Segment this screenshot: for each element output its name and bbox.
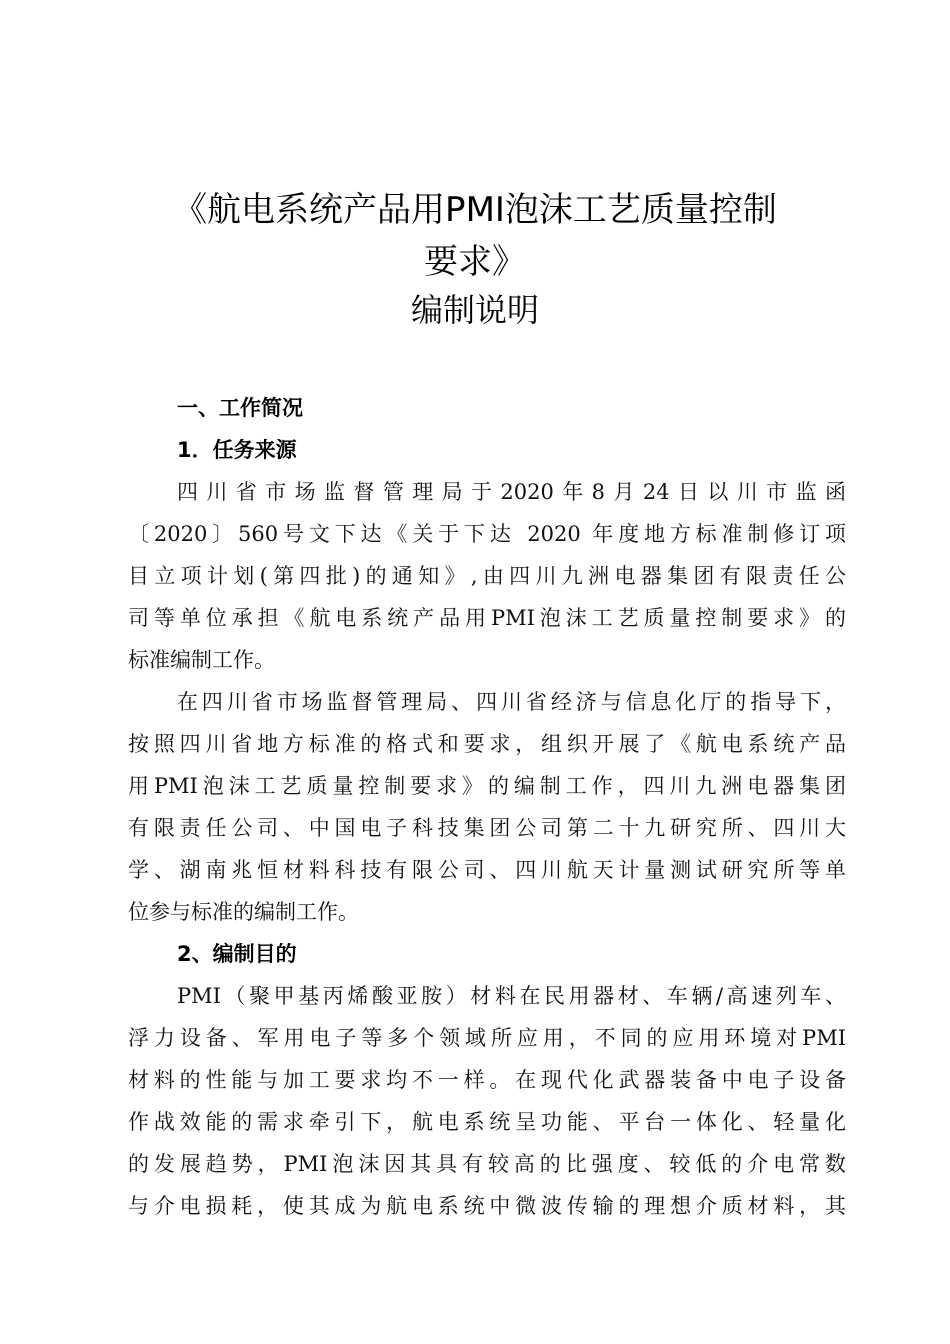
paragraph-line: 位参与标准的编制工作。 [128,900,359,924]
document-title-line-2: 要求》 [424,242,526,282]
paragraph-line: 作战效能的需求牵引下，航电系统呈功能、平台一体化、轻量化 [128,1110,846,1134]
paragraph-line: 用PMI泡沫工艺质量控制要求》的编制工作，四川九洲电器集团 [128,774,846,798]
paragraph-line: 司等单位承担《航电系统产品用PMI泡沫工艺质量控制要求》的 [128,606,846,630]
paragraph-line: 目立项计划(第四批)的通知》,由四川九洲电器集团有限责任公 [128,564,846,588]
paragraph-line: 材料的性能与加工要求均不一样。在现代化武器装备中电子设备 [128,1068,846,1092]
document-title-line-1: 《航电系统产品用PMI泡沫工艺质量控制 [173,190,777,230]
paragraph-line: 与介电损耗，使其成为航电系统中微波传输的理想介质材料，其 [128,1194,846,1218]
section-heading-work-overview: 一、工作简况 [177,396,303,420]
paragraph-line: PMI（聚甲基丙烯酸亚胺）材料在民用器材、车辆/高速列车、 [177,984,846,1008]
paragraph-line: 有限责任公司、中国电子科技集团公司第二十九研究所、四川大 [128,816,846,840]
paragraph-line: 标准编制工作。 [128,648,275,672]
paragraph-line: 在四川省市场监督管理局、四川省经济与信息化厅的指导下， [177,690,846,714]
paragraph-line: 学、湖南兆恒材料科技有限公司、四川航天计量测试研究所等单 [128,858,846,882]
subsection-heading-purpose: 2、编制目的 [177,942,297,966]
subsection-heading-task-source: 1．任务来源 [177,438,297,462]
paragraph-line: 〔2020〕560号文下达《关于下达 2020 年度地方标准制修订项 [128,522,846,546]
paragraph-line: 按照四川省地方标准的格式和要求，组织开展了《航电系统产品 [128,732,846,756]
paragraph-line: 浮力设备、军用电子等多个领域所应用，不同的应用环境对PMI [128,1026,846,1050]
document-subtitle: 编制说明 [410,291,539,329]
paragraph-line: 的发展趋势，PMI泡沫因其具有较高的比强度、较低的介电常数 [128,1152,846,1176]
paragraph-line: 四川省市场监督管理局于2020年8月24日以川市监函 [177,480,846,504]
